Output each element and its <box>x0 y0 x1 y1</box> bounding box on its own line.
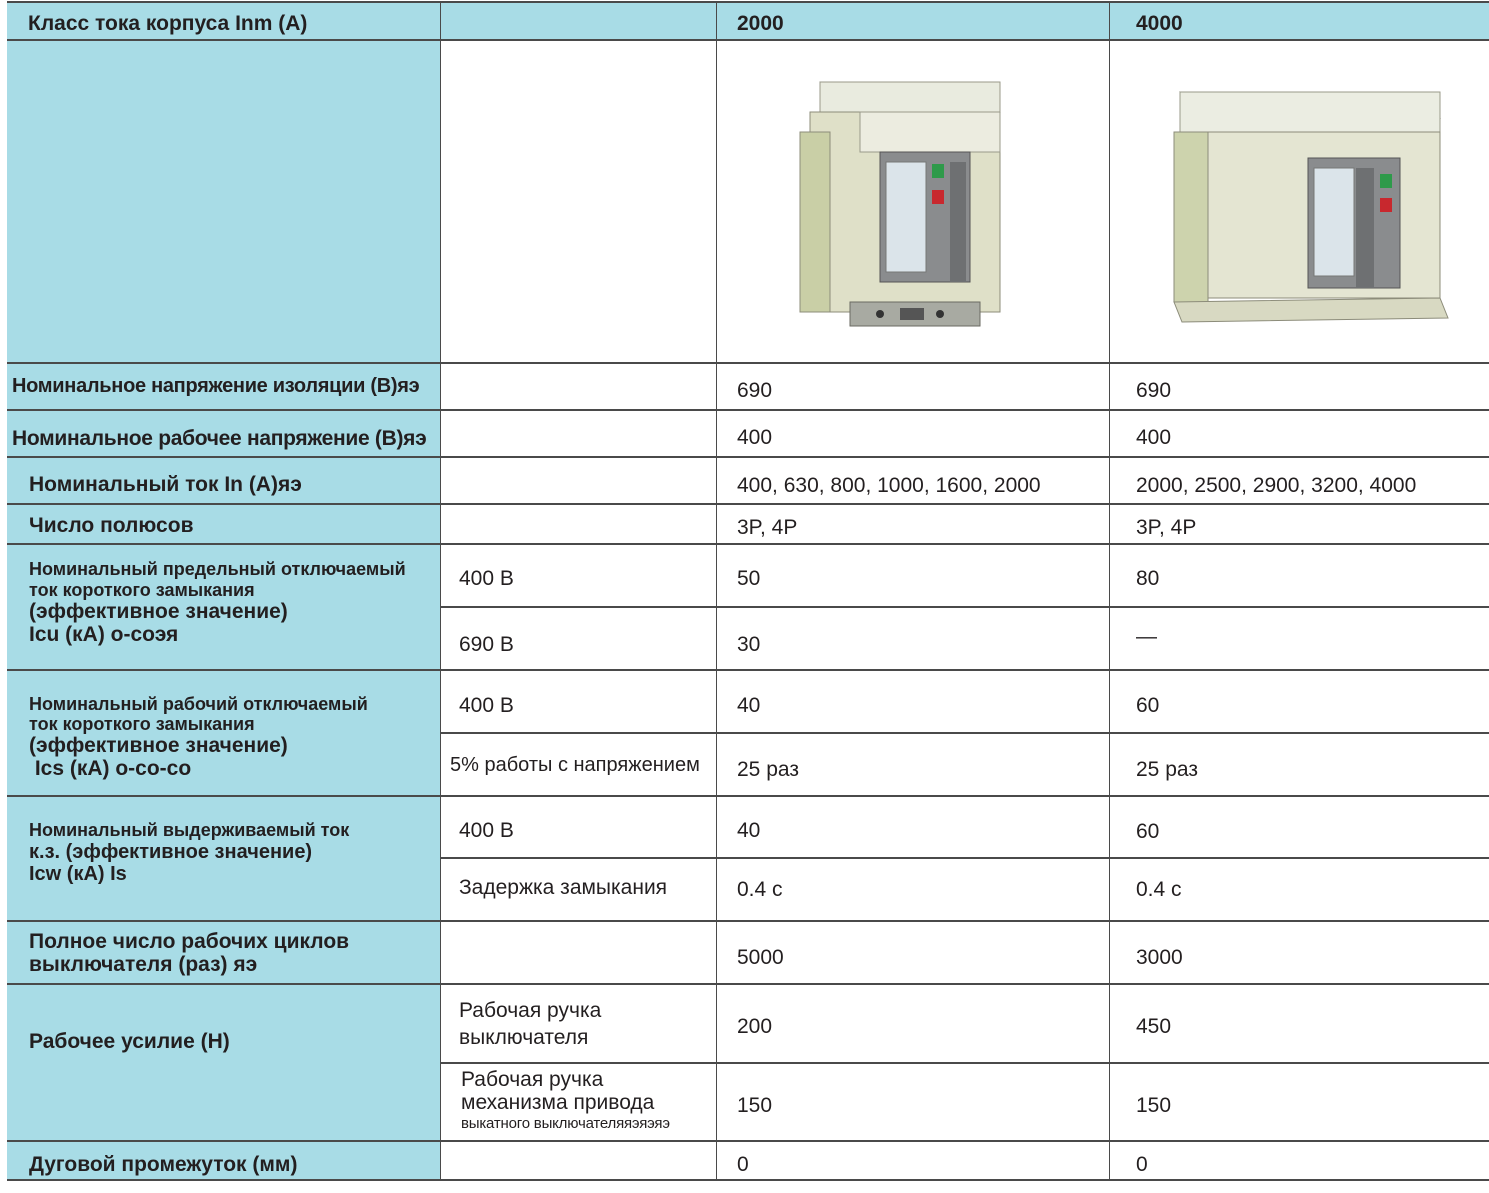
grid-vline <box>716 2 717 1180</box>
header-row-bg <box>716 2 1489 40</box>
row-label-cycles-line2: выключателя (раз) яэ <box>29 953 258 976</box>
row-label-arc-gap: Дуговой промежуток (мм) <box>29 1153 298 1176</box>
grid-hline <box>7 1140 1489 1142</box>
sublabel-icu-400v: 400 В <box>459 567 514 590</box>
value-2000-ics-400v: 40 <box>737 694 761 717</box>
sublabel-ics-5pct: 5% работы с напряжением <box>450 754 700 776</box>
value-4000-insulation-voltage: 690 <box>1136 379 1172 402</box>
grid-hline <box>440 732 1489 734</box>
grid-hline <box>7 362 1489 364</box>
sublabel-icw-400v: 400 В <box>459 819 514 842</box>
grid-hline <box>7 795 1489 797</box>
row-label-force: Рабочее усилие (Н) <box>29 1030 230 1053</box>
value-2000-cycles: 5000 <box>737 946 784 969</box>
value-4000-cycles: 3000 <box>1136 946 1183 969</box>
grid-hline <box>7 39 1489 41</box>
row-label-icu-line4: Icu (кА) о-соэя <box>29 623 179 646</box>
grid-hline <box>440 606 1489 608</box>
header-sub-bg <box>440 2 716 40</box>
grid-hline <box>7 1 1489 3</box>
row-label-icu-line3: (эффективное значение) <box>29 600 288 623</box>
value-2000-icw-delay: 0.4 с <box>737 878 783 901</box>
value-4000-rated-current: 2000, 2500, 2900, 3200, 4000 <box>1136 474 1417 497</box>
value-2000-ics-5pct: 25 раз <box>737 758 799 781</box>
sublabel-force-handle-line1: Рабочая ручка <box>459 999 602 1022</box>
value-2000-insulation-voltage: 690 <box>737 379 773 402</box>
value-4000-icu-690v: — <box>1136 625 1157 648</box>
grid-hline <box>7 669 1489 671</box>
value-2000-icu-400v: 50 <box>737 567 761 590</box>
grid-hline <box>7 983 1489 985</box>
sublabel-force-drive-line2: механизма привода <box>461 1091 655 1114</box>
sublabel-icu-690v: 690 В <box>459 633 514 656</box>
grid-hline <box>7 543 1489 545</box>
row-label-icw-line2: к.з. (эффективное значение) <box>29 841 313 863</box>
value-2000-icw-400v: 40 <box>737 819 761 842</box>
row-label-insulation-voltage: Номинальное напряжение изоляции (В)яэ <box>12 375 420 397</box>
grid-vline <box>440 2 441 1180</box>
value-2000-poles: 3P, 4P <box>737 516 798 539</box>
row-label-ics-line2: ток короткого замыкания <box>29 714 255 734</box>
grid-hline <box>7 503 1489 505</box>
value-2000-rated-current: 400, 630, 800, 1000, 1600, 2000 <box>737 474 1041 497</box>
value-2000-force-drive: 150 <box>737 1094 773 1117</box>
sublabel-force-handle-line2: выключателя <box>459 1026 589 1049</box>
breaker-2000-image <box>790 72 1020 342</box>
value-4000-icu-400v: 80 <box>1136 567 1160 590</box>
sublabel-icw-delay: Задержка замыкания <box>459 876 668 899</box>
value-4000-ics-400v: 60 <box>1136 694 1160 717</box>
value-2000-arc-gap: 0 <box>737 1153 749 1176</box>
value-4000-icw-delay: 0.4 с <box>1136 878 1182 901</box>
header-label: Класс тока корпуса Inm (А) <box>28 12 308 35</box>
value-4000-operating-voltage: 400 <box>1136 426 1172 449</box>
value-4000-force-drive: 150 <box>1136 1094 1172 1117</box>
row-label-rated-current: Номинальный ток In (А)яэ <box>29 473 302 496</box>
row-label-ics-line1: Номинальный рабочий отключаемый <box>29 694 368 714</box>
value-4000-poles: 3P, 4P <box>1136 516 1197 539</box>
row-label-ics-line4: Ics (кА) о-со-со <box>29 757 192 780</box>
breaker-4000-image <box>1168 86 1458 326</box>
row-label-icw-line1: Номинальный выдерживаемый ток <box>29 820 350 840</box>
grid-hline <box>7 456 1489 458</box>
sublabel-ics-400v: 400 В <box>459 694 514 717</box>
value-4000-force-handle: 450 <box>1136 1015 1172 1038</box>
value-2000-operating-voltage: 400 <box>737 426 773 449</box>
header-col-2000: 2000 <box>737 12 784 35</box>
header-col-4000: 4000 <box>1136 12 1183 35</box>
sublabel-force-drive-line1: Рабочая ручка <box>461 1068 604 1091</box>
row-label-icw-line3: Icw (кА) Is <box>29 863 127 885</box>
row-label-operating-voltage: Номинальное рабочее напряжение (В)яэ <box>12 427 427 450</box>
row-label-icu-line2: ток короткого замыкания <box>29 580 255 600</box>
row-label-icu-line1: Номинальный предельный отключаемый <box>29 559 406 579</box>
value-4000-arc-gap: 0 <box>1136 1153 1148 1176</box>
value-4000-icw-400v: 60 <box>1136 820 1160 843</box>
grid-hline <box>440 1062 1489 1064</box>
row-label-cycles-line1: Полное число рабочих циклов <box>29 930 350 953</box>
grid-hline <box>7 1179 1489 1181</box>
value-2000-icu-690v: 30 <box>737 633 761 656</box>
grid-hline <box>7 920 1489 922</box>
grid-hline <box>7 409 1489 411</box>
row-label-ics-line3: (эффективное значение) <box>29 734 288 757</box>
row-label-poles: Число полюсов <box>29 514 194 537</box>
grid-hline <box>440 857 1489 859</box>
value-4000-ics-5pct: 25 раз <box>1136 758 1198 781</box>
sublabel-force-drive-line3: выкатного выключателяяэяэяэ <box>461 1115 670 1132</box>
value-2000-force-handle: 200 <box>737 1015 773 1038</box>
grid-vline <box>1109 2 1110 1180</box>
